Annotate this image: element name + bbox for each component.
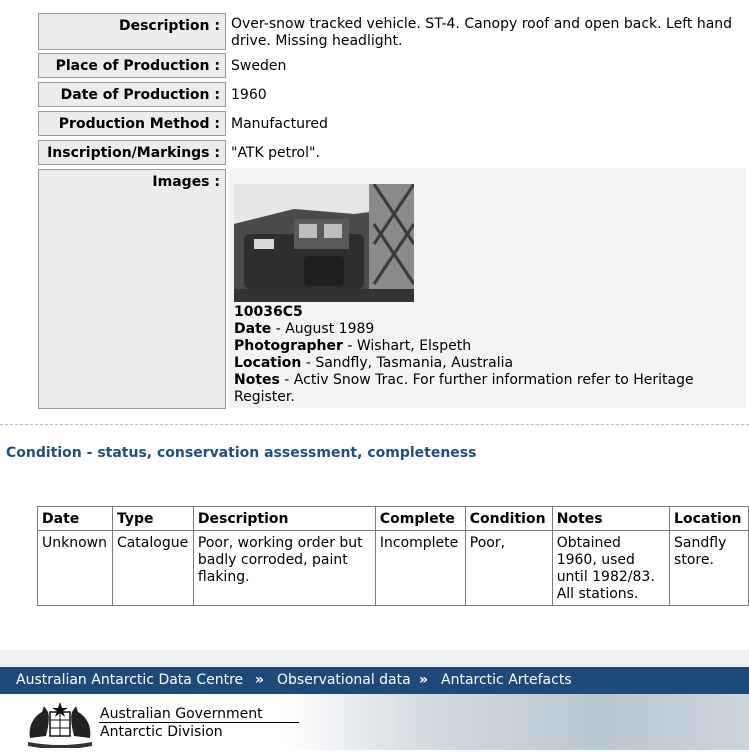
col-location: Location	[670, 507, 749, 531]
description-label: Description :	[38, 13, 226, 50]
cell-type: Catalogue	[112, 531, 193, 606]
col-date: Date	[38, 507, 113, 531]
method-value: Manufactured	[231, 116, 328, 132]
image-notes-continued: Register.	[234, 389, 295, 405]
image-location-label: Location	[234, 355, 302, 371]
division-name: Antarctic Division	[100, 724, 223, 740]
table-row	[38, 531, 749, 606]
cell-notes	[552, 531, 669, 606]
image-date	[234, 321, 374, 338]
cell-description-line: flaking.	[197, 569, 250, 585]
cell-date: Unknown	[38, 531, 113, 606]
condition-header-row	[38, 507, 749, 531]
image-notes-value: - Activ Snow Trac. For further information refer to Heritage	[279, 372, 694, 388]
image-notes-label: Notes	[234, 372, 280, 388]
col-notes: Notes	[552, 507, 669, 531]
images-label: Images :	[38, 169, 226, 409]
place-label: Place of Production :	[38, 53, 226, 78]
breadcrumb-artefacts-link[interactable]: Antarctic Artefacts	[441, 672, 572, 688]
col-complete: Complete	[375, 507, 465, 531]
coat-of-arms-icon[interactable]	[24, 698, 96, 748]
method-label: Production Method :	[38, 111, 226, 136]
gov-divider	[99, 722, 299, 723]
date-label: Date of Production :	[38, 82, 226, 107]
col-type: Type	[112, 507, 193, 531]
cell-location-line: store.	[674, 552, 714, 568]
description-line-2: drive. Missing headlight.	[231, 33, 403, 49]
breadcrumb-aadc-link[interactable]: Australian Antarctic Data Centre	[16, 672, 244, 688]
cell-description-line: Poor, working order but	[197, 535, 363, 551]
image-date-value: - August 1989	[271, 321, 375, 337]
cell-description-line: badly corroded, paint	[197, 552, 348, 568]
cell-complete: Incomplete	[375, 531, 465, 606]
cell-notes-line: until 1982/83.	[556, 569, 655, 585]
inscription-value: "ATK petrol".	[231, 145, 320, 161]
image-location-value: - Sandfly, Tasmania, Australia	[301, 355, 514, 371]
date-value: 1960	[231, 87, 267, 103]
cell-location	[670, 531, 749, 606]
image-photographer-label: Photographer	[234, 338, 343, 354]
image-id[interactable]: 10036C5	[234, 304, 303, 320]
gov-name: Australian Government	[100, 706, 263, 722]
cell-condition: Poor,	[465, 531, 552, 606]
breadcrumb-separator: »	[255, 672, 265, 688]
section-divider	[0, 424, 749, 425]
cell-description	[193, 531, 375, 606]
condition-table	[37, 506, 749, 606]
vehicle-photo-graphic	[234, 184, 414, 302]
image-photographer-value: - Wishart, Elspeth	[342, 338, 472, 354]
cell-location-line: Sandfly	[674, 535, 727, 551]
cell-notes-line: All stations.	[556, 586, 639, 602]
image-notes	[234, 372, 694, 389]
col-condition: Condition	[465, 507, 552, 531]
image-date-label: Date	[234, 321, 272, 337]
breadcrumb-observational-link[interactable]: Observational data	[277, 672, 411, 688]
cell-notes-line: 1960, used	[556, 552, 635, 568]
description-value	[231, 16, 732, 50]
image-photographer	[234, 338, 471, 355]
breadcrumb	[0, 667, 749, 694]
place-value: Sweden	[231, 58, 287, 74]
image-location	[234, 355, 513, 372]
vehicle-photo[interactable]	[234, 184, 414, 302]
cell-notes-line: Obtained	[556, 535, 621, 551]
col-description: Description	[193, 507, 375, 531]
breadcrumb-separator: »	[419, 672, 429, 688]
inscription-label: Inscription/Markings :	[38, 140, 226, 165]
description-line-1: Over-snow tracked vehicle. ST-4. Canopy roof and open back. Left hand	[231, 16, 733, 32]
condition-heading: Condition - status, conservation assessment, completeness	[6, 445, 477, 461]
